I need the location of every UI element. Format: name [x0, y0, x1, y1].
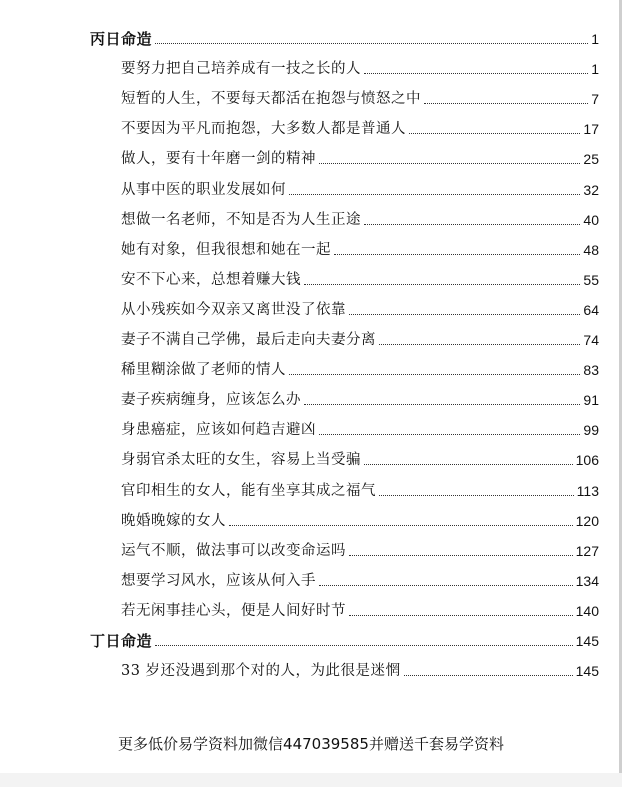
toc-item[interactable]: [121, 600, 599, 622]
toc-section[interactable]: [90, 28, 599, 50]
toc-dot-leader: [409, 133, 580, 134]
toc-dot-leader: [349, 555, 573, 556]
toc-dot-leader: [289, 374, 580, 375]
page-bottom-strip: [0, 773, 622, 787]
toc-entry-title: 身患癌症，应该如何趋吉避凶: [121, 422, 316, 439]
toc-entry-title: 晚婚晚嫁的女人: [121, 512, 226, 529]
toc-page-number: 140: [575, 602, 599, 619]
toc-dot-leader: [334, 254, 580, 255]
toc-item[interactable]: [121, 449, 599, 471]
toc-page-number: 32: [583, 181, 599, 198]
toc-page-number: 40: [583, 211, 599, 228]
toc-dot-leader: [404, 675, 573, 676]
toc-section[interactable]: [90, 630, 599, 652]
toc-entry-title: 安不下心来，总想着赚大钱: [121, 271, 301, 288]
toc-entry-title: 做人，要有十年磨一剑的精神: [121, 151, 316, 168]
toc-page-number: 91: [583, 392, 599, 409]
toc-dot-leader: [304, 404, 580, 405]
toc-dot-leader: [319, 585, 573, 586]
toc-page-number: 106: [575, 452, 599, 469]
toc-dot-leader: [155, 43, 588, 44]
toc-item[interactable]: [121, 58, 599, 80]
toc-page-number: 74: [583, 332, 599, 348]
toc-page-number: 99: [583, 422, 599, 439]
toc-item[interactable]: [121, 329, 599, 351]
toc-entry-title: 妻子不满自己学佛，最后走向夫妻分离: [121, 332, 376, 348]
toc-item[interactable]: [121, 570, 599, 592]
toc-item[interactable]: [121, 88, 599, 110]
toc-entry-title: 官印相生的女人，能有坐享其成之福气: [121, 482, 376, 499]
toc-item[interactable]: [121, 540, 599, 562]
toc-item[interactable]: [121, 389, 599, 411]
toc-entry-title: 想要学习风水，应该从何入手: [121, 572, 316, 589]
toc-dot-leader: [155, 645, 573, 646]
toc-page-number: 145: [575, 633, 599, 649]
toc-item[interactable]: [121, 480, 599, 502]
toc-item[interactable]: [121, 239, 599, 261]
toc-page-number: 134: [575, 572, 599, 589]
toc-page-number: 1: [591, 31, 599, 47]
toc-item[interactable]: [121, 419, 599, 441]
toc-item[interactable]: [121, 209, 599, 231]
toc-page-number: 113: [576, 482, 599, 499]
toc-page-number: 25: [583, 151, 599, 168]
toc-page-number: 48: [583, 241, 599, 258]
toc-entry-title: 不要因为平凡而抱怨，大多数人都是普通人: [121, 121, 406, 138]
toc-page-number: 83: [583, 362, 599, 379]
toc-dot-leader: [229, 525, 573, 526]
toc-item[interactable]: [121, 660, 599, 682]
toc-dot-leader: [319, 163, 580, 164]
toc-page-number: 127: [575, 542, 599, 559]
toc-page-number: 55: [583, 271, 599, 288]
toc-entry-title: 丁日命造: [90, 632, 153, 650]
toc-page-number: 17: [583, 121, 599, 138]
toc-item[interactable]: [121, 299, 599, 321]
toc-entry-title: 她有对象，但我很想和她在一起: [121, 241, 331, 258]
toc-dot-leader: [349, 615, 573, 616]
toc-dot-leader: [289, 194, 580, 195]
toc-dot-leader: [349, 314, 580, 315]
toc-item[interactable]: [121, 148, 599, 170]
toc-entry-title: 要努力把自己培养成有一技之长的人: [121, 61, 361, 78]
toc-item[interactable]: [121, 510, 599, 532]
toc-item[interactable]: [121, 179, 599, 201]
toc-entry-title: 从事中医的职业发展如何: [121, 181, 286, 198]
toc-page-number: 64: [583, 301, 599, 318]
footer-note: 更多低价易学资料加微信447039585并赠送千套易学资料: [118, 735, 504, 753]
toc-page-number: 145: [575, 663, 599, 680]
toc-entry-title: 短暂的人生，不要每天都活在抱怨与愤怒之中: [121, 91, 421, 108]
toc-dot-leader: [364, 464, 573, 465]
toc-entry-title: 妻子疾病缠身，应该怎么办: [121, 392, 301, 409]
toc-dot-leader: [364, 224, 580, 225]
toc-entry-title: 33 岁还没遇到那个对的人，为此很是迷惘: [121, 663, 401, 680]
toc-entry-title: 想做一名老师，不知是否为人生正途: [121, 211, 361, 228]
toc-entry-title: 从小残疾如今双亲又离世没了依靠: [121, 301, 346, 318]
toc-page-number: 120: [575, 512, 599, 529]
toc-entry-title: 若无闲事挂心头，便是人间好时节: [121, 602, 346, 619]
toc-entry-title: 运气不顺，做法事可以改变命运吗: [121, 542, 346, 559]
toc-dot-leader: [379, 344, 580, 345]
toc-dot-leader: [364, 73, 588, 74]
toc-dot-leader: [319, 434, 580, 435]
toc-page-number: 7: [591, 91, 599, 108]
toc-entry-title: 身弱官杀太旺的女生，容易上当受骗: [121, 452, 361, 469]
toc-dot-leader: [379, 495, 574, 496]
toc-dot-leader: [424, 103, 588, 104]
toc-item[interactable]: [121, 118, 599, 140]
toc-entry-title: 稀里糊涂做了老师的情人: [121, 362, 286, 379]
toc-item[interactable]: [121, 359, 599, 381]
toc-entry-title: 丙日命造: [90, 30, 153, 48]
toc-page-number: 1: [591, 61, 599, 78]
toc-item[interactable]: [121, 269, 599, 291]
toc-dot-leader: [304, 284, 580, 285]
